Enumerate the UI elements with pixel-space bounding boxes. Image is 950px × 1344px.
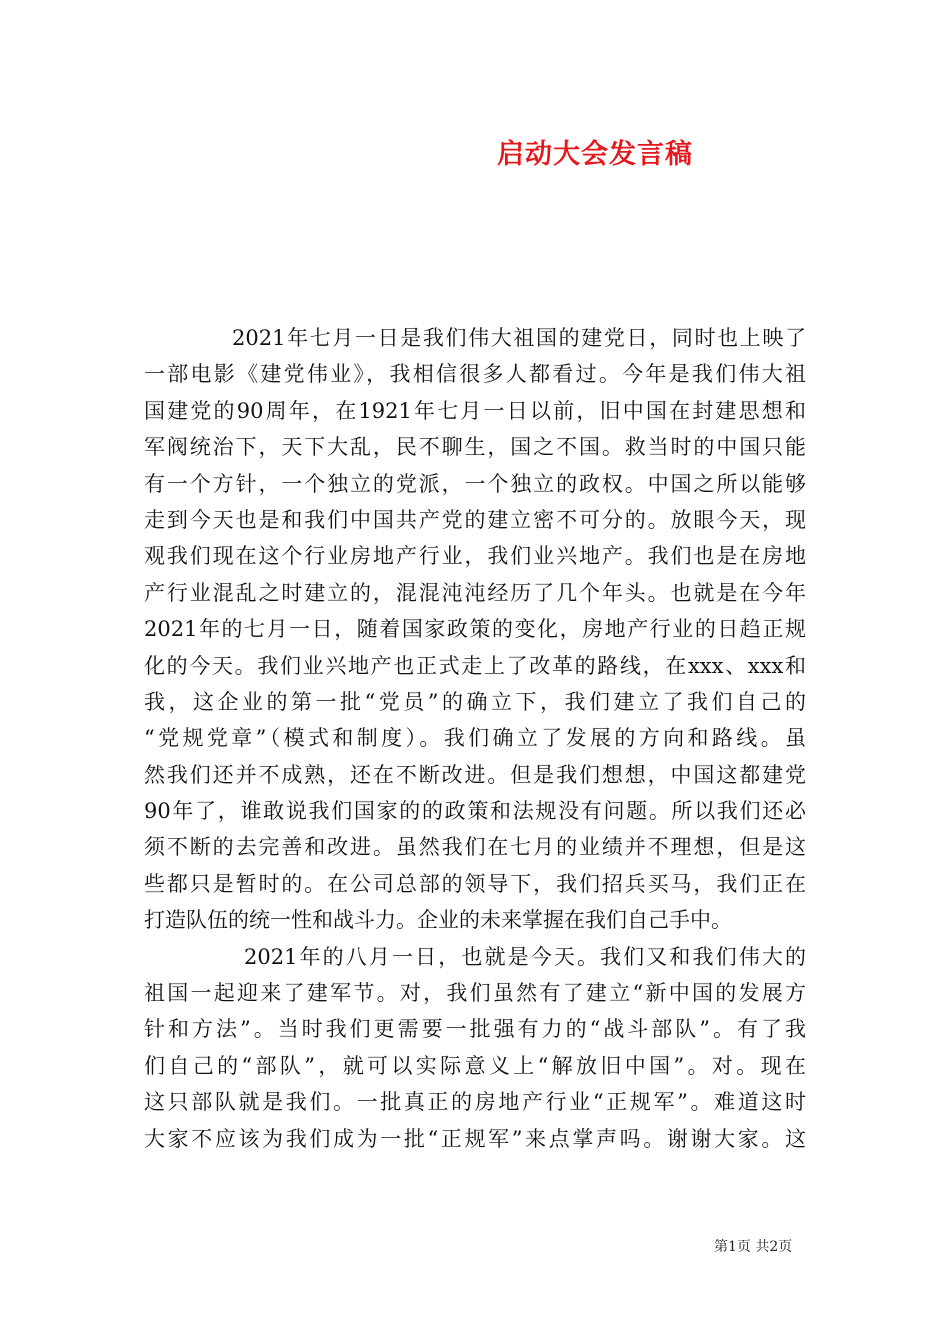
text-line: 军阀统治下，天下大乱，民不聊生，国之不国。救当时的中国只能: [144, 435, 806, 460]
text-line: 祖国一起迎来了建军节。对，我们虽然有了建立“新中国的发展方: [144, 981, 806, 1006]
text-line: 针和方法”。当时我们更需要一批强有力的“战斗部队”。有了我: [144, 1017, 806, 1042]
paragraph-1: [144, 320, 806, 939]
text-line: 们自己的“部队”，就可以实际意义上“解放旧中国”。对。现在: [144, 1053, 806, 1078]
text-line: 打造队伍的统一性和战斗力。企业的未来掌握在我们自己手中。: [144, 908, 732, 933]
text-line: 一部电影《建党伟业》，我相信很多人都看过。今年是我们伟大祖: [144, 362, 806, 387]
text-line: 产行业混乱之时建立的，混混沌沌经历了几个年头。也就是在今年: [144, 580, 806, 605]
text-line: 2021年的七月一日，随着国家政策的变化，房地产行业的日趋正规: [144, 617, 806, 642]
text-line: 些都只是暂时的。在公司总部的领导下，我们招兵买马，我们正在: [144, 871, 806, 896]
text-line: 90年了，谁敢说我们国家的的政策和法规没有问题。所以我们还必: [144, 799, 806, 824]
text-line: 然我们还并不成熟，还在不断改进。但是我们想想，中国这都建党: [144, 762, 806, 787]
text-line: 我，这企业的第一批“党员”的确立下，我们建立了我们自己的: [144, 689, 806, 714]
paragraph-2: [144, 939, 806, 1157]
document-body: [144, 320, 806, 1157]
text-line: 走到今天也是和我们中国共产党的建立密不可分的。放眼今天，现: [144, 507, 806, 532]
text-line: 2021年七月一日是我们伟大祖国的建党日，同时也上映了: [232, 326, 806, 350]
text-line: 观我们现在这个行业房地产行业，我们业兴地产。我们也是在房地: [144, 544, 806, 569]
text-line: “党规党章”（模式和制度）。我们确立了发展的方向和路线。虽: [144, 726, 806, 751]
text-line: 须不断的去完善和改进。虽然我们在七月的业绩并不理想，但是这: [144, 835, 806, 860]
text-line: 大家不应该为我们成为一批“正规军”来点掌声吗。谢谢大家。这: [144, 1126, 806, 1151]
text-line: 有一个方针，一个独立的党派，一个独立的政权。中国之所以能够: [144, 471, 806, 496]
page-number-footer: 第1页 共2页: [714, 1239, 793, 1255]
text-line: 国建党的90周年，在1921年七月一日以前，旧中国在封建思想和: [144, 398, 806, 423]
text-line: 2021年的八月一日，也就是今天。我们又和我们伟大的: [244, 944, 806, 969]
text-line: 这只部队就是我们。一批真正的房地产行业“正规军”。难道这时: [144, 1090, 806, 1115]
text-line: 化的今天。我们业兴地产也正式走上了改革的路线，在xxx、xxx和: [144, 653, 806, 678]
document-title: 启动大会发言稿: [497, 139, 693, 170]
